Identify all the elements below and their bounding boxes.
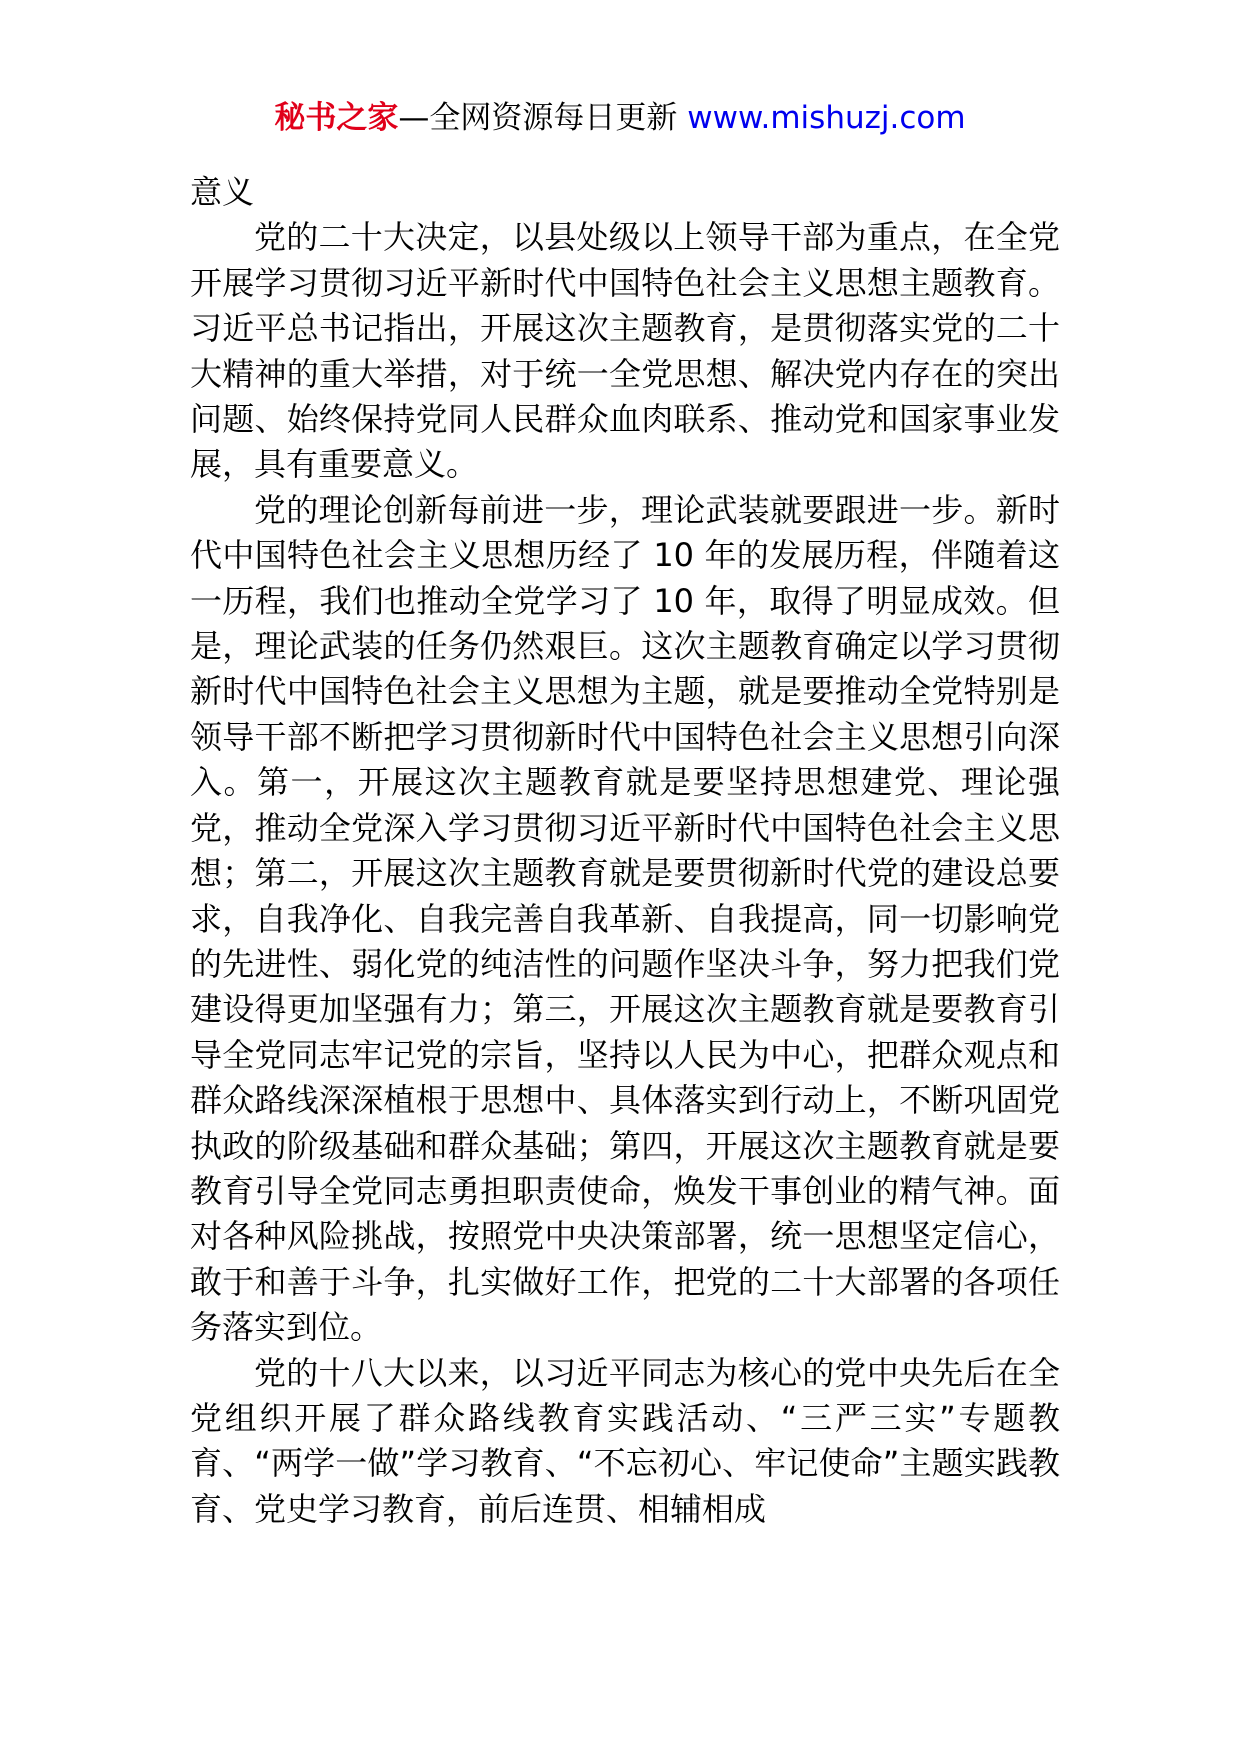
brand-name: 秘书之家 [274,100,399,136]
header-tagline: —全网资源每日更新 [398,100,688,136]
document-body [190,170,1060,1532]
page-header [0,98,1240,138]
site-url-link[interactable]: www.mishuzj.com [687,100,966,136]
paragraph: 党的理论创新每前进一步，理论武装就要跟进一步。新时代中国特色社会主义思想历经了 10 年的发展历程，伴随着这一历程，我们也推动全党学习了 10 年，取得了明显成效。但是，理论武装的任务仍然艰巨。这次主题教育确定以学习贯彻新时代中国特色社会主义思想为主题，就是要推动全党特别是领导干部不断把学习贯彻新时代中国特色社会主义思想引向深入。第一，开展这次主题教育就是要坚持思想建党、理论强党，推动全党深入学习贯彻习近平新时代中国特色社会主义思想；第二，开展这次主题教育就是要贯彻新时代党的建设总要求，自我净化、自我完善自我革新、自我提高，同一切影响党的先进性、弱化党的纯洁性的问题作坚决斗争，努力把我们党建设得更加坚强有力；第三，开展这次主题教育就是要教育引导全党同志牢记党的宗旨，坚持以人民为中心，把群众观点和群众路线深深植根于思想中、具体落实到行动上，不断巩固党执政的阶级基础和群众基础；第四，开展这次主题教育就是要教育引导全党同志勇担职责使命，焕发干事创业的精气神。面对各种风险挑战，按照党中央决策部署，统一思想坚定信心，敢于和善于斗争，扎实做好工作，把党的二十大部署的各项任务落实到位。 [190,490,1060,1347]
paragraph: 党的十八大以来，以习近平同志为核心的党中央先后在全党组织开展了群众路线教育实践活动、“三严三实”专题教育、“两学一做”学习教育、“不忘初心、牢记使命”主题实践教育、党史学习教育，前后连贯、相辅相成 [190,1353,1060,1528]
paragraph: 党的二十大决定，以县处级以上领导干部为重点，在全党开展学习贯彻习近平新时代中国特色社会主义思想主题教育。习近平总书记指出，开展这次主题教育，是贯彻落实党的二十大精神的重大举措，对于统一全党思想、解决党内存在的突出问题、始终保持党同人民群众血肉联系、推动党和国家事业发展，具有重要意义。 [190,218,1060,484]
paragraph-continuation: 意义 [190,173,255,211]
